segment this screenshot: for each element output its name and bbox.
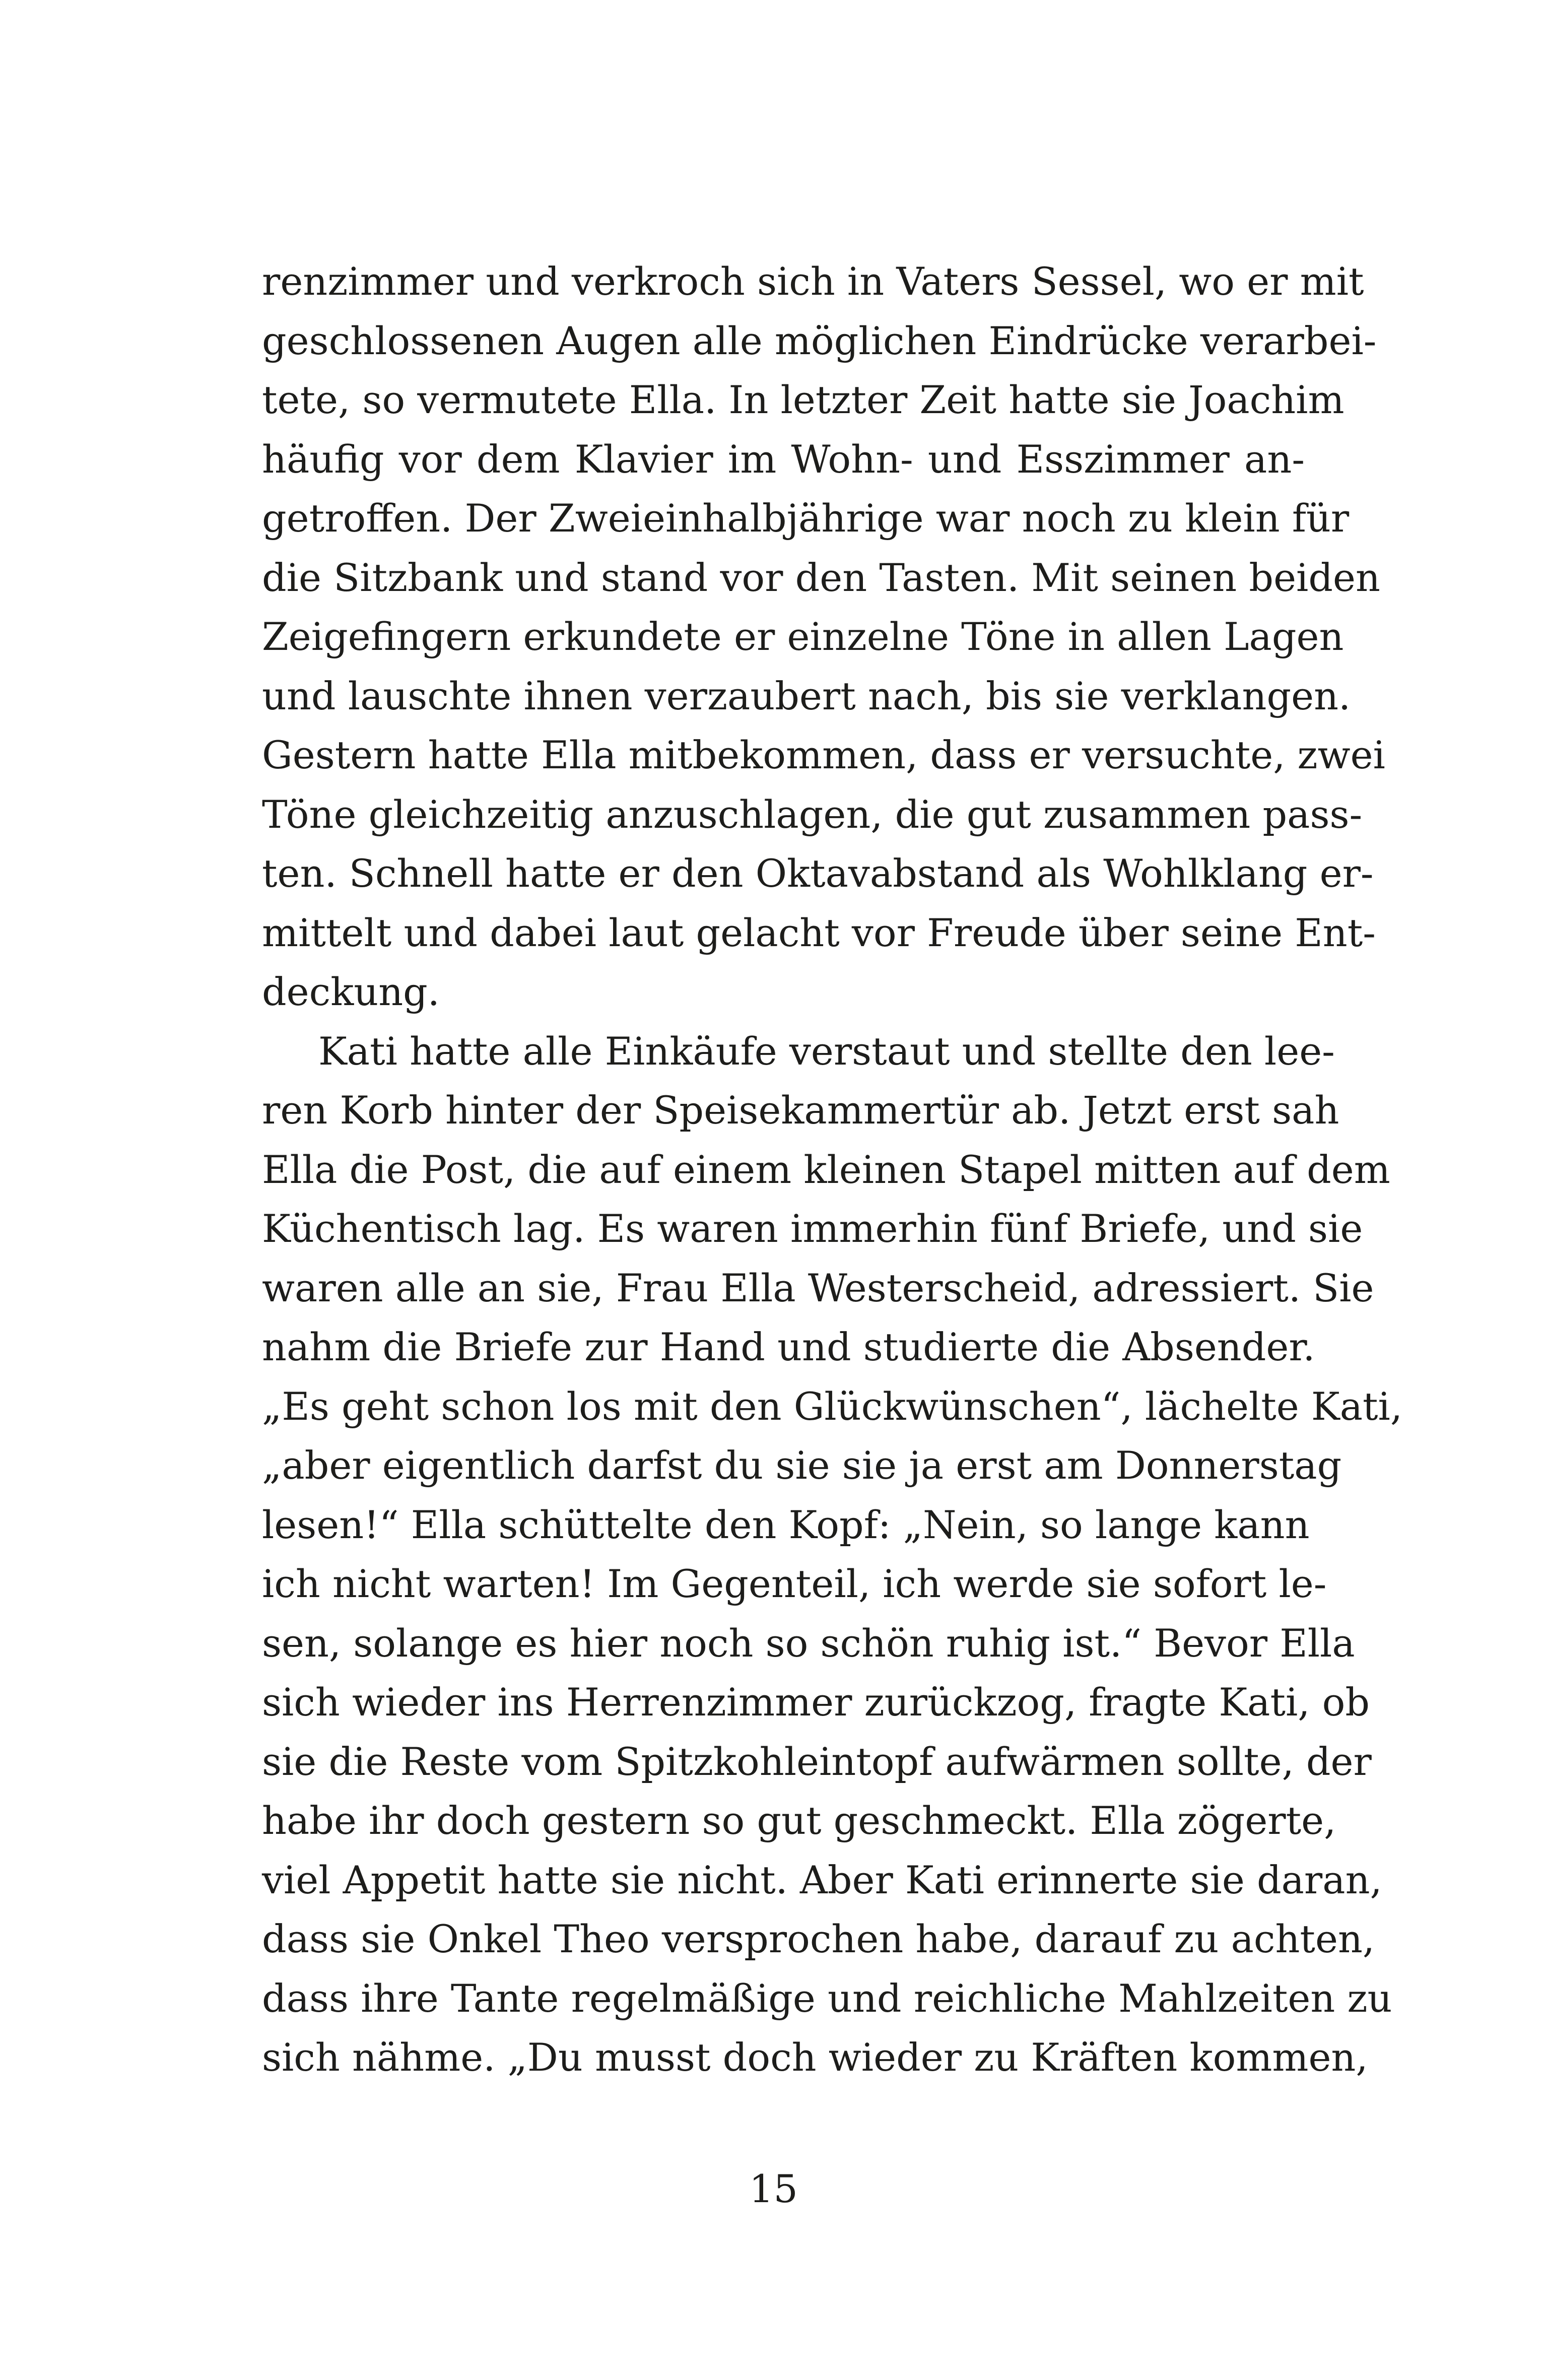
text-line: renzimmer und verkroch sich in Vaters Sessel, wo er mit xyxy=(262,259,1364,304)
page-number: 15 xyxy=(749,2166,798,2211)
text-line: Küchentisch lag. Es waren immerhin fünf Briefe, und sie xyxy=(262,1206,1363,1251)
text-line: deckung. xyxy=(262,969,440,1014)
text-line: Zeigefingern erkundete er einzelne Töne in allen Lagen xyxy=(262,614,1344,659)
paragraph-2 xyxy=(262,1022,1403,2087)
text-line: und lauschte ihnen verzaubert nach, bis sie verklangen. xyxy=(262,673,1351,718)
text-line: Töne gleichzeitig anzuschlagen, die gut zusammen pass- xyxy=(262,791,1363,837)
text-line: mittelt und dabei laut gelacht vor Freude über seine Ent- xyxy=(262,910,1376,955)
text-line: habe ihr doch gestern so gut geschmeckt. Ella zögerte, xyxy=(262,1798,1336,1843)
text-line: „Es geht schon los mit den Glückwünschen“, lächelte Kati, xyxy=(262,1383,1403,1429)
text-line: Ella die Post, die auf einem kleinen Stapel mitten auf dem xyxy=(262,1147,1390,1192)
text-line: Kati hatte alle Einkäufe verstaut und stellte den lee- xyxy=(318,1028,1335,1074)
paragraph-1 xyxy=(262,252,1385,1022)
text-line: „aber eigentlich darfst du sie sie ja erst am Donnerstag xyxy=(262,1443,1342,1488)
text-line: die Sitzbank und stand vor den Tasten. Mit seinen beiden xyxy=(262,555,1380,600)
text-line: getroffen. Der Zweieinhalbjährige war noch zu klein für xyxy=(262,496,1350,541)
text-line: dass ihre Tante regelmäßige und reichliche Mahlzeiten zu xyxy=(262,1975,1392,2021)
body-text xyxy=(262,252,1403,2087)
text-line: waren alle an sie, Frau Ella Westerscheid, adressiert. Sie xyxy=(262,1265,1374,1310)
text-line: ren Korb hinter der Speisekammertür ab. Jetzt erst sah xyxy=(262,1088,1339,1133)
text-line: lesen!“ Ella schüttelte den Kopf: „Nein, so lange kann xyxy=(262,1502,1310,1547)
text-line: sie die Reste vom Spitzkohleintopf aufwärmen sollte, der xyxy=(262,1739,1372,1784)
text-line: dass sie Onkel Theo versprochen habe, darauf zu achten, xyxy=(262,1916,1375,1961)
text-line: tete, so vermutete Ella. In letzter Zeit hatte sie Joachim xyxy=(262,377,1344,422)
text-line: sich nähme. „Du musst doch wieder zu Kräften kommen, xyxy=(262,2035,1368,2080)
text-line: häufig vor dem Klavier im Wohn- und Esszimmer an- xyxy=(262,436,1305,482)
text-line: geschlossenen Augen alle möglichen Eindrücke verarbei- xyxy=(262,318,1377,363)
text-line: ten. Schnell hatte er den Oktavabstand als Wohlklang er- xyxy=(262,851,1374,896)
text-line: nahm die Briefe zur Hand und studierte die Absender. xyxy=(262,1325,1315,1369)
text-line: ich nicht warten! Im Gegenteil, ich werde sie sofort le- xyxy=(262,1561,1327,1606)
text-line: sich wieder ins Herrenzimmer zurückzog, fragte Kati, ob xyxy=(262,1680,1370,1725)
text-line: viel Appetit hatte sie nicht. Aber Kati erinnerte sie daran, xyxy=(262,1857,1382,1902)
text-line: Gestern hatte Ella mitbekommen, dass er versuchte, zwei xyxy=(262,733,1385,777)
text-line: sen, solange es hier noch so schön ruhig ist.“ Bevor Ella xyxy=(262,1620,1355,1666)
